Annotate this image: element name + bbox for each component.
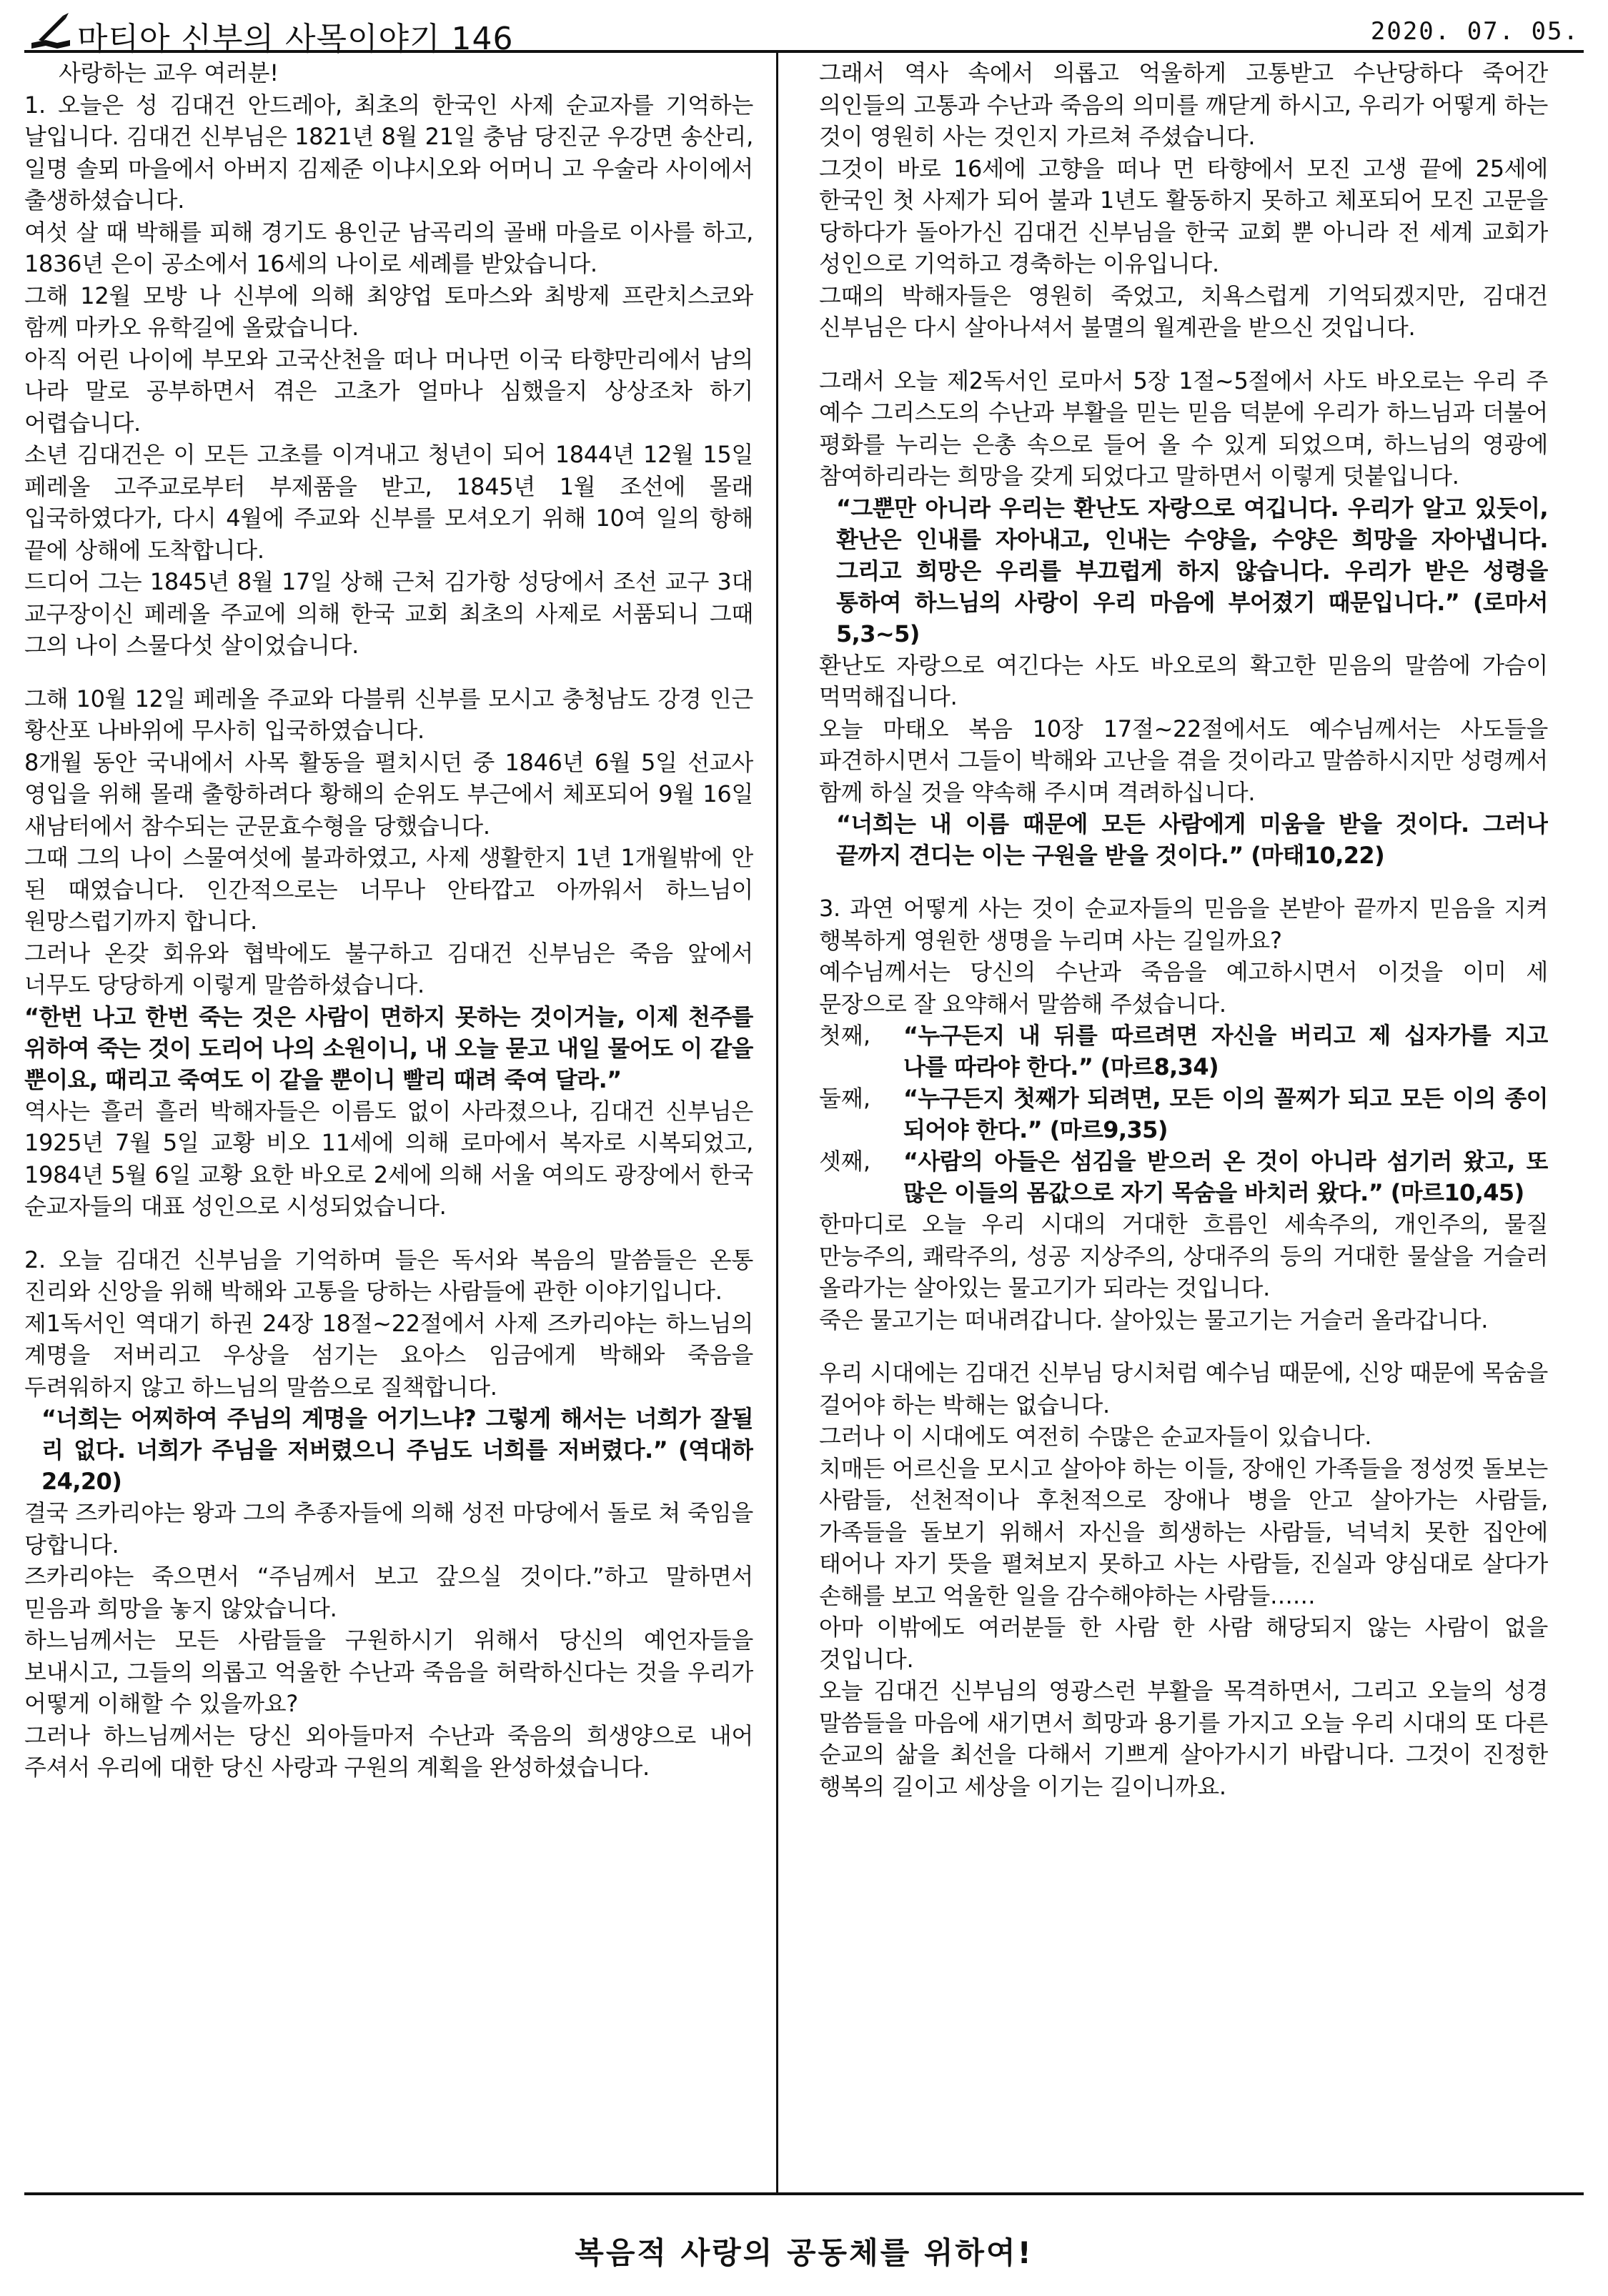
- paragraph: 2. 오늘 김대건 신부님을 기억하며 들은 독서와 복음의 말씀들은 온통 진리와 신앙을 위해 박해와 고통을 당하는 사람들에 관한 이야기입니다.: [24, 1246, 753, 1305]
- quote-text: “너희는 어찌하여 주님의 계명을 어기느냐? 그렇게 해서는 너희가 잘될 리 없다. 너희가 주님을 저버렸으니 주님도 너희를 저버렸다.”: [41, 1405, 753, 1463]
- paragraph: 즈카리야는 죽으면서 “주님께서 보고 갚으실 것이다.”하고 말하면서 믿음과 희망을 놓지 않았습니다.: [24, 1563, 753, 1622]
- paragraph: 죽은 물고기는 떠내려갑니다. 살아있는 물고기는 거슬러 올라갑니다.: [819, 1306, 1489, 1333]
- column-divider: [776, 51, 778, 2192]
- paragraph: 오늘 마태오 복음 10장 17절~22절에서도 예수님께서는 사도들을 파견하시면서 그들이 박해와 고난을 겪을 것이라고 말씀하시지만 성령께서 함께 하실 것을 약속해 주시며 격려하십니다.: [819, 715, 1548, 806]
- paragraph: 그해 10월 12일 페레올 주교와 다블뤼 신부를 모시고 충청남도 강경 인근 황산포 나바위에 무사히 입국하였습니다.: [24, 685, 753, 744]
- paragraph: 그해 12월 모방 나 신부에 의해 최양업 토마스와 최방제 프란치스코와 함께 마카오 유학길에 올랐습니다.: [24, 282, 753, 341]
- paragraph: 하느님께서는 모든 사람들을 구원하시기 위해서 당신의 예언자들을 보내시고, 그들의 의롭고 억울한 수난과 죽음을 허락하신다는 것을 우리가 어떻게 이해할 수 있을까요?: [24, 1626, 753, 1717]
- paragraph: 여섯 살 때 박해를 피해 경기도 용인군 남곡리의 골배 마을로 이사를 하고, 1836년 은이 공소에서 16세의 나이로 세례를 받았습니다.: [24, 218, 753, 277]
- quote-romans: [819, 492, 1548, 650]
- paragraph: 그때의 박해자들은 영원히 죽었고, 치욕스럽게 기억되겠지만, 김대건 신부님은 다시 살아나셔서 불멸의 월계관을 받으신 것입니다.: [819, 282, 1548, 341]
- paragraph: 그래서 오늘 제2독서인 로마서 5장 1절~5절에서 사도 바오로는 우리 주 예수 그리스도의 수난과 부활을 믿는 믿음 덕분에 우리가 하느님과 더불어 평화를 누리는 은총 속으로 들어 올 수 있게 되었으며, 하느님의 영광에 참여하리라는 희망을 갖게 되었다고 말하면서 이렇게 덧붙입니다.: [819, 367, 1548, 489]
- paragraph: 한마디로 오늘 우리 시대의 거대한 흐름인 세속주의, 개인주의, 물질 만능주의, 쾌락주의, 성공 지상주의, 상대주의 등의 거대한 물살을 거슬러 올라가는 살아있는 물고기가 되라는 것입니다.: [819, 1211, 1548, 1301]
- left-column: [24, 57, 753, 2187]
- paragraph: 그러나 온갖 회유와 협박에도 불구하고 김대건 신부님은 죽음 앞에서 너무도 당당하게 이렇게 말씀하셨습니다.: [24, 939, 753, 998]
- quote-reference: (마르8,34): [1093, 1053, 1219, 1080]
- paragraph: 아마 이밖에도 여러분들 한 사람 한 사람 해당되지 않는 사람이 없을 것입니다.: [819, 1614, 1548, 1673]
- paragraph: 오늘 김대건 신부님의 영광스런 부활을 목격하면서, 그리고 오늘의 성경 말씀들을 마음에 새기면서 희망과 용기를 가지고 오늘 우리 시대의 또 다른 순교의 삶을 최선을 다해서 기쁘게 살아가시기 바랍니다. 그것이 진정한 행복의 길이고 세상을 이기는 길이니까요.: [819, 1677, 1548, 1800]
- paragraph: 환난도 자랑으로 여긴다는 사도 바오로의 확고한 믿음의 말씀에 가슴이 먹먹해집니다.: [819, 651, 1548, 710]
- list-label: 셋째,: [819, 1148, 870, 1175]
- quote-text: “누구든지 내 뒤를 따르려면 자신을 버리고 제 십자가를 지고 나를 따라야 한다.”: [903, 1022, 1548, 1080]
- list-item: [819, 1020, 1548, 1083]
- footer-rule: [24, 2192, 1584, 2195]
- list-quote: [903, 1145, 1548, 1208]
- paragraph: 그러나 이 시대에도 여전히 수많은 순교자들이 있습니다.: [819, 1423, 1372, 1450]
- quote-text: “너희는 내 이름 때문에 모든 사람에게 미움을 받을 것이다. 그러나 끝까지 견디는 이는 구원을 받을 것이다.”: [836, 810, 1548, 869]
- quote-matthew: [819, 808, 1548, 871]
- quill-pen-icon: [29, 11, 73, 51]
- quote-reference: (마르9,35): [1042, 1116, 1168, 1143]
- issue-date: 2020. 07. 05.: [1370, 17, 1579, 46]
- page-title: 마티아 신부의 사목이야기 146: [77, 21, 514, 57]
- right-column: [819, 57, 1548, 2187]
- quote-reference: (마태10,22): [1243, 842, 1385, 869]
- paragraph: 예수님께서는 당신의 수난과 죽음을 예고하시면서 이것을 이미 세 문장으로 잘 요약해서 말씀해 주셨습니다.: [819, 958, 1548, 1018]
- quote-reference: (마르10,45): [1383, 1179, 1524, 1206]
- paragraph: 그때 그의 나이 스물여섯에 불과하였고, 사제 생활한지 1년 1개월밖에 안 된 때였습니다. 인간적으로는 너무나 안타깝고 아까워서 하느님이 원망스럽기까지 합니다.: [24, 844, 753, 935]
- paragraph: 1. 오늘은 성 김대건 안드레아, 최초의 한국인 사제 순교자를 기억하는 날입니다. 김대건 신부님은 1821년 8월 21일 충남 당진군 우강면 송산리, 일명 솔뫼 마을에서 아버지 김제준 이냐시오와 어머니 고 우술라 사이에서 출생하셨습니다.: [24, 91, 753, 214]
- paragraph: 결국 즈카리야는 왕과 그의 추종자들에 의해 성전 마당에서 돌로 쳐 죽임을 당합니다.: [24, 1499, 753, 1559]
- quote-chronicles: [24, 1403, 753, 1497]
- footer-motto: 복음적 사랑의 공동체를 위하여!: [575, 2235, 1033, 2270]
- paragraph: 그러나 하느님께서는 당신 외아들마저 수난과 죽음의 희생양으로 내어 주셔서 우리에 대한 당신 사랑과 구원의 계획을 완성하셨습니다.: [24, 1721, 753, 1781]
- paragraph: 소년 김대건은 이 모든 고초를 이겨내고 청년이 되어 1844년 12월 15일 페레올 고주교로부터 부제품을 받고, 1845년 1월 조선에 몰래 입국하였다가, 다시 4월에 주교와 신부를 모셔오기 위해 10여 일의 항해 끝에 상해에 도착합니다.: [24, 441, 753, 564]
- list-quote: [903, 1020, 1548, 1083]
- paragraph: 아직 어린 나이에 부모와 고국산천을 떠나 머나먼 이국 타향만리에서 남의 나라 말로 공부하면서 겪은 고초가 얼마나 심했을지 상상조차 하기 어렵습니다.: [24, 345, 753, 437]
- quote-text: “누구든지 첫째가 되려면, 모든 이의 꼴찌가 되고 모든 이의 종이 되어야 한다.”: [903, 1085, 1548, 1143]
- list-item: [819, 1083, 1548, 1145]
- list-item: [819, 1145, 1548, 1208]
- paragraph: 제1독서인 역대기 하권 24장 18절~22절에서 사제 즈카리야는 하느님의 계명을 저버리고 우상을 섬기는 요아스 임금에게 박해와 죽음을 두려워하지 않고 하느님의 말씀으로 질책합니다.: [24, 1309, 753, 1401]
- paragraph: 드디어 그는 1845년 8월 17일 상해 근처 김가항 성당에서 조선 교구 3대 교구장이신 페레올 주교에 의해 한국 교회 최초의 사제로 서품되니 그때 그의 나이 스물다섯 살이었습니다.: [24, 568, 753, 659]
- header-rule: [24, 50, 1584, 53]
- paragraph: 그것이 바로 16세에 고향을 떠나 먼 타향에서 모진 고생 끝에 25세에 한국인 첫 사제가 되어 불과 1년도 활동하지 못하고 체포되어 모진 고문을 당하다가 돌아가신 김대건 신부님을 한국 교회 뿐 아니라 전 세계 교회가 성인으로 기억하고 경축하는 이유입니다.: [819, 154, 1548, 277]
- quote-reference: (역대하 24,20): [41, 1436, 753, 1495]
- paragraph: 역사는 흘러 흘러 박해자들은 이름도 없이 사라졌으나, 김대건 신부님은 1925년 7월 5일 교황 비오 11세에 의해 로마에서 복자로 시복되었고, 1984년 5월 6일 교황 요한 바오로 2세에 의해 서울 여의도 광장에서 한국 순교자들의 대표 성인으로 시성되었습니다.: [24, 1097, 753, 1220]
- quote-text: “그뿐만 아니라 우리는 환난도 자랑으로 여깁니다. 우리가 알고 있듯이, 환난은 인내를 자아내고, 인내는 수양을, 수양은 희망을 자아냅니다. 그리고 희망은 우리를 부끄럽게 하지 않습니다. 우리가 받은 성령을 통하여 하느님의 사랑이 우리 마음에 부어졌기 때문입니다.”: [836, 494, 1548, 616]
- paragraph: 우리 시대에는 김대건 신부님 당시처럼 예수님 때문에, 신앙 때문에 목숨을 걸어야 하는 박해는 없습니다.: [819, 1359, 1548, 1418]
- list-quote: [903, 1083, 1548, 1145]
- paragraph: 8개월 동안 국내에서 사목 활동을 펼치시던 중 1846년 6월 5일 선교사 영입을 위해 몰래 출항하려다 황해의 순위도 부근에서 체포되어 9월 16일 새남터에서 참수되는 군문효수형을 당했습니다.: [24, 748, 753, 840]
- paragraph: 그래서 역사 속에서 의롭고 억울하게 고통받고 수난당하다 죽어간 의인들의 고통과 수난과 죽음의 의미를 깨닫게 하시고, 우리가 어떻게 하는 것이 영원히 사는 것인지 가르쳐 주셨습니다.: [819, 59, 1548, 150]
- quote-reference: (로마서 5,3~5): [836, 588, 1548, 647]
- quote-kim-daegeon: “한번 나고 한번 죽는 것은 사람이 면하지 못하는 것이거늘, 이제 천주를 위하여 죽는 것이 도리어 나의 소원이니, 내 오늘 묻고 내일 물어도 이 같을 뿐이요, 때리고 죽여도 이 같을 뿐이니 빨리 때려 죽여 달라.”: [24, 1003, 753, 1093]
- list-label: 첫째,: [819, 1022, 870, 1049]
- paragraph: 치매든 어르신을 모시고 살아야 하는 이들, 장애인 가족들을 정성껏 돌보는 사람들, 선천적이나 후천적으로 장애나 병을 안고 살아가는 사람들, 가족들을 돌보기 위해서 자신을 희생하는 사람들, 넉넉치 못한 집안에 태어나 자기 뜻을 펼쳐보지 못하고 사는 사람들, 진실과 양심대로 살다가 손해를 보고 억울한 일을 감수해야하는 사람들……: [819, 1454, 1548, 1609]
- list-label: 둘째,: [819, 1085, 870, 1112]
- quote-text: “사람의 아들은 섬김을 받으러 온 것이 아니라 섬기러 왔고, 또 많은 이들의 몸값으로 자기 목숨을 바치러 왔다.”: [903, 1148, 1548, 1206]
- greeting: 사랑하는 교우 여러분!: [59, 59, 279, 86]
- paragraph: 3. 과연 어떻게 사는 것이 순교자들의 믿음을 본받아 끝까지 믿음을 지켜 행복하게 영원한 생명을 누리며 사는 길일까요?: [819, 895, 1548, 954]
